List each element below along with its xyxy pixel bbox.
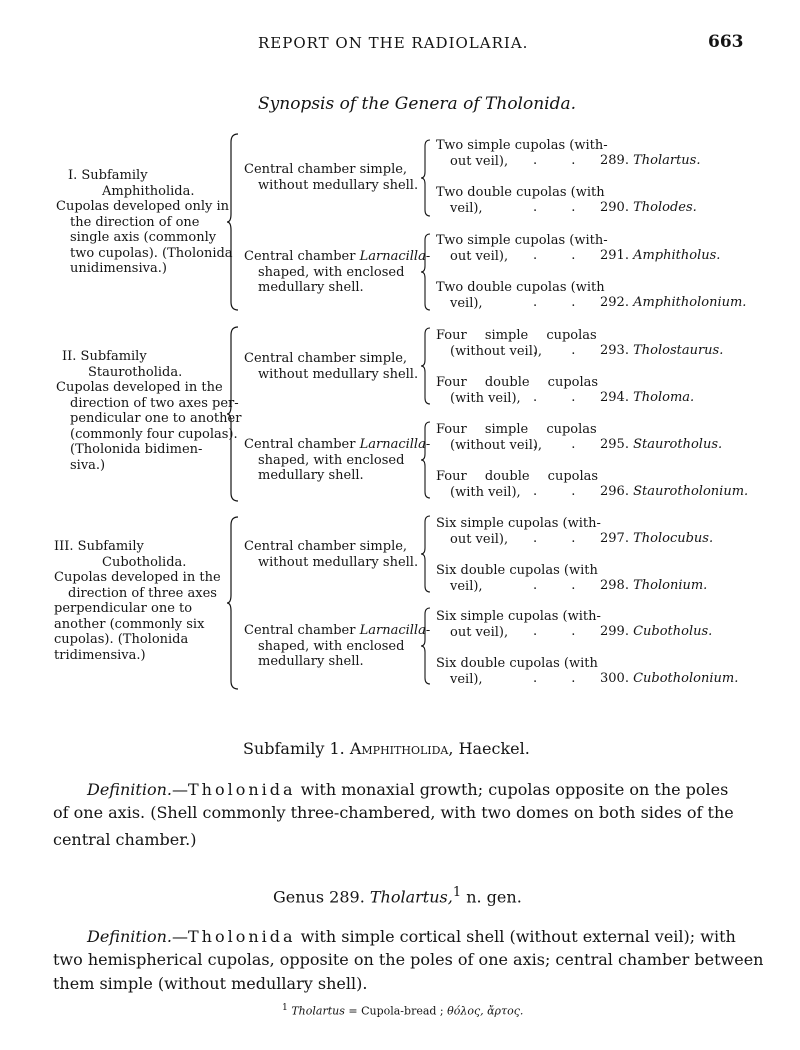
leader-dots: . . — [533, 343, 576, 358]
cupola-line: out veil), — [450, 153, 509, 169]
leader-dots: . . — [533, 578, 576, 593]
chamber-line: without medullary shell. — [258, 554, 419, 570]
genus-number: 294. — [600, 390, 629, 405]
subfamily-name: Staurotholida. — [88, 364, 183, 380]
genus-number: 293. — [600, 343, 629, 358]
chamber-line: without medullary shell. — [258, 366, 419, 382]
larnacilla-term: Larnacilla- — [359, 437, 431, 452]
genus-name: Cubotholus. — [633, 624, 713, 639]
genus-name: Tholostaurus. — [633, 343, 724, 358]
chamber-line: Central chamber simple, — [244, 162, 408, 177]
chamber-brace — [420, 606, 432, 686]
definition-label: Definition. — [87, 927, 172, 946]
subfamily-heading-prefix: Subfamily 1. — [243, 739, 345, 758]
subfamily-label: III. Subfamily — [54, 539, 144, 554]
leader-dots: . . — [533, 671, 576, 686]
cupola-line: (with veil), — [450, 484, 521, 500]
cupola-line: (with veil), — [450, 390, 521, 406]
larnacilla-term: Larnacilla- — [359, 249, 431, 264]
genus-name: Amphitholus. — [633, 248, 721, 263]
chamber-line: medullary shell. — [258, 654, 364, 669]
genus-name: Amphitholonium. — [633, 295, 747, 310]
chamber-brace — [420, 232, 432, 312]
group-name: Tholonida — [187, 927, 296, 946]
cupola-entry — [436, 138, 608, 169]
chamber-line: medullary shell. — [258, 280, 364, 295]
chamber-line: medullary shell. — [258, 468, 364, 483]
cupola-entry — [436, 609, 601, 640]
genus-number: 300. — [600, 671, 629, 686]
chamber-brace — [420, 420, 432, 500]
leader-dots: . . — [533, 531, 576, 546]
subfamily-heading-name: Amphitholida — [349, 739, 449, 758]
footnote-term: Tholartus — [291, 1004, 345, 1018]
chamber-line: Central chamber simple, — [244, 539, 408, 554]
page-number: 663 — [708, 32, 744, 52]
definition-text: with monaxial growth; cupolas opposite on the poles — [295, 780, 729, 799]
genus-entry — [600, 343, 723, 359]
chamber-line: without medullary shell. — [258, 177, 419, 193]
definition-1-line-3: central chamber.) — [53, 830, 197, 849]
genus-heading — [273, 881, 522, 908]
cupola-line: Six double cupolas (with — [436, 656, 598, 671]
genus-number: 297. — [600, 531, 629, 546]
leader-dots: . . — [533, 200, 576, 215]
cupola-line: Six simple cupolas (with- — [436, 609, 601, 624]
cupola-entry — [436, 516, 601, 547]
cupola-line: out veil), — [450, 624, 509, 640]
chamber-simple — [244, 539, 418, 570]
subfamily-name: Cubotholida. — [102, 554, 187, 570]
subfamily-desc-line: tridimensiva.) — [54, 647, 146, 663]
genus-number: 298. — [600, 578, 629, 593]
subfamily-brace — [226, 132, 240, 312]
genus-name: Tholartus. — [633, 153, 701, 168]
genus-entry — [600, 624, 712, 640]
cupola-line: Four simple cupolas — [436, 328, 597, 343]
genus-number: 291. — [600, 248, 629, 263]
chamber-line: Central chamber — [244, 249, 360, 264]
leader-dots: . . — [533, 484, 576, 499]
footnote — [282, 1002, 523, 1018]
genus-name: Cubotholonium. — [633, 671, 739, 686]
cupola-line: Six double cupolas (with — [436, 563, 598, 578]
subfamily-heading-author: , Haeckel. — [448, 739, 530, 758]
larnacilla-term: Larnacilla- — [359, 623, 431, 638]
subfamily-desc-line: cupolas). (Tholonida — [54, 632, 189, 647]
genus-entry — [600, 578, 707, 594]
genus-name: Staurotholonium. — [633, 484, 749, 499]
cupola-line: (without veil), — [450, 437, 543, 453]
genus-entry — [600, 295, 746, 311]
definition-1-line-1 — [87, 778, 728, 801]
running-title: REPORT ON THE RADIOLARIA. — [258, 34, 529, 52]
genus-name: Tholocubus. — [633, 531, 714, 546]
em-dash: — — [171, 780, 188, 799]
genus-name: Tholodes. — [633, 200, 697, 215]
definition-2-line-1 — [87, 925, 736, 948]
chamber-simple — [244, 351, 418, 382]
footnote-text: = Cupola-bread ; — [344, 1004, 448, 1018]
em-dash: — — [171, 927, 188, 946]
chamber-line: shaped, with enclosed — [258, 638, 405, 654]
subfamily-block-2 — [56, 349, 241, 473]
genus-entry — [600, 248, 720, 264]
cupola-line: (without veil), — [450, 343, 543, 359]
subfamily-desc-line: the direction of one — [70, 214, 200, 230]
subfamily-desc-line: single axis (commonly — [70, 230, 217, 245]
group-name: Tholonida — [187, 780, 296, 799]
subfamily-brace — [226, 325, 240, 503]
subfamily-desc-line: (Tholonida bidimen- — [70, 442, 203, 457]
cupola-line: Four double cupolas — [436, 469, 599, 484]
genus-number: 289. — [600, 153, 629, 168]
cupola-line: Two simple cupolas (with- — [436, 233, 608, 248]
subfamily-desc-line: another (commonly six — [54, 616, 205, 632]
cupola-entry — [436, 233, 608, 264]
genus-entry — [600, 484, 748, 500]
subfamily-desc-line: Cupolas developed in the — [56, 380, 223, 395]
definition-2-line-3: them simple (without medullary shell). — [53, 974, 368, 993]
subfamily-desc-line: Cupolas developed only in — [56, 199, 230, 214]
subfamily-desc-line: unidimensiva.) — [70, 261, 167, 276]
leader-dots: . . — [533, 153, 576, 168]
subfamily-desc-line: two cupolas). (Tholonida — [70, 245, 233, 261]
cupola-line: Six simple cupolas (with- — [436, 516, 601, 531]
definition-text: with simple cortical shell (without external veil); with — [295, 927, 736, 946]
chamber-larnacilla — [244, 437, 430, 484]
subfamily-desc-line: pendicular one to another — [70, 411, 242, 426]
subfamily-heading — [243, 737, 530, 760]
chamber-line: shaped, with enclosed — [258, 452, 405, 468]
subfamily-desc-line: direction of two axes per- — [70, 395, 239, 411]
footnote-greek: θόλος, ἄρτος. — [447, 1004, 524, 1018]
leader-dots: . . — [533, 390, 576, 405]
chamber-line: Central chamber simple, — [244, 351, 408, 366]
genus-entry — [600, 153, 701, 169]
leader-dots: . . — [533, 248, 576, 263]
definition-1-line-2: of one axis. (Shell commonly three-chambered, with two domes on both sides of the — [53, 803, 734, 822]
definition-label: Definition. — [87, 780, 172, 799]
genus-entry — [600, 200, 697, 216]
chamber-line: Central chamber — [244, 623, 360, 638]
leader-dots: . . — [533, 624, 576, 639]
genus-name: Tholonium. — [633, 578, 708, 593]
synopsis-title: Synopsis of the Genera of Tholonida. — [258, 94, 577, 114]
footnote-marker[interactable]: 1 — [452, 885, 462, 900]
cupola-line: out veil), — [450, 248, 509, 264]
cupola-line: Four double cupolas — [436, 375, 599, 390]
cupola-line: Two double cupolas (with — [436, 185, 605, 200]
subfamily-block-3 — [54, 539, 221, 663]
leader-dots: . . — [533, 295, 576, 310]
subfamily-block-1 — [56, 168, 233, 277]
cupola-line: veil), — [450, 578, 483, 594]
genus-number: 295. — [600, 437, 629, 452]
genus-number: 299. — [600, 624, 629, 639]
cupola-line: Four simple cupolas — [436, 422, 597, 437]
subfamily-brace — [226, 515, 240, 691]
subfamily-label: II. Subfamily — [62, 349, 147, 364]
genus-heading-prefix: Genus 289. — [273, 887, 365, 907]
cupola-entry — [436, 280, 605, 311]
genus-heading-suffix: n. gen. — [461, 887, 522, 907]
subfamily-desc-line: siva.) — [70, 457, 106, 473]
genus-number: 290. — [600, 200, 629, 215]
subfamily-desc-line: direction of three axes — [68, 585, 217, 601]
cupola-line: Two double cupolas (with — [436, 280, 605, 295]
cupola-line: out veil), — [450, 531, 509, 547]
genus-entry — [600, 531, 713, 547]
chamber-line: Central chamber — [244, 437, 360, 452]
chamber-simple — [244, 162, 418, 193]
subfamily-desc-line: perpendicular one to — [54, 601, 193, 616]
cupola-line: veil), — [450, 671, 483, 687]
footnote-number: 1 — [282, 1002, 288, 1013]
subfamily-desc-line: (commonly four cupolas). — [70, 426, 238, 442]
subfamily-name: Amphitholida. — [102, 183, 195, 199]
chamber-brace — [420, 138, 432, 218]
chamber-larnacilla — [244, 623, 430, 670]
genus-entry — [600, 437, 722, 453]
cupola-line: veil), — [450, 200, 483, 216]
genus-entry — [600, 671, 738, 687]
leader-dots: . . — [533, 437, 576, 452]
subfamily-desc-line: Cupolas developed in the — [54, 570, 221, 585]
genus-name: Tholoma. — [633, 390, 695, 405]
cupola-line: veil), — [450, 295, 483, 311]
genus-heading-name: Tholartus, — [369, 887, 453, 907]
chamber-larnacilla — [244, 249, 430, 296]
genus-entry — [600, 390, 694, 406]
genus-number: 296. — [600, 484, 629, 499]
chamber-brace — [420, 326, 432, 406]
definition-2-line-2: two hemispherical cupolas, opposite on the poles of one axis; central chamber between — [53, 950, 764, 969]
genus-name: Staurotholus. — [633, 437, 723, 452]
chamber-brace — [420, 514, 432, 594]
cupola-line: Two simple cupolas (with- — [436, 138, 608, 153]
genus-number: 292. — [600, 295, 629, 310]
subfamily-label: I. Subfamily — [68, 168, 148, 183]
chamber-line: shaped, with enclosed — [258, 264, 405, 280]
cupola-entry — [436, 185, 605, 216]
